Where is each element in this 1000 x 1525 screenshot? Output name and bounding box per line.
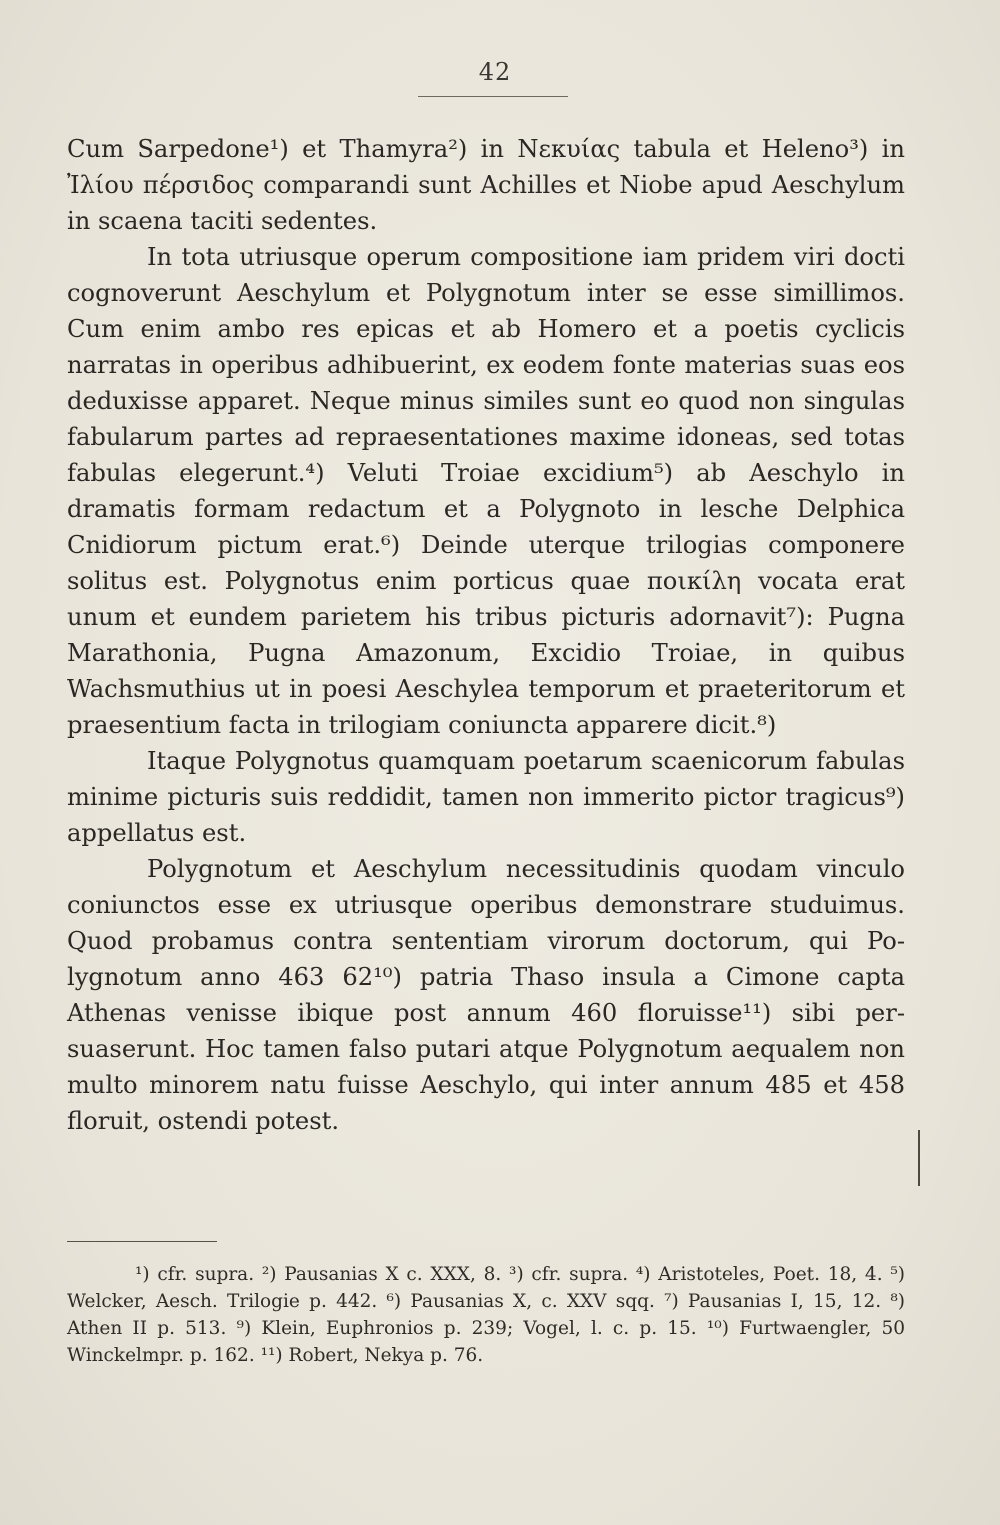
- footnote-rule: [67, 1241, 217, 1242]
- page-number: 42: [478, 58, 512, 86]
- header-rule: [418, 96, 568, 97]
- paragraph-4: Polygnotum et Aeschylum necessitudinis quodam vinculo coniunctos esse ex utriusque operibus demonstrare studuimus. Quod probamus contra sententiam virorum doctorum, qui Polygnotum anno 463 62¹⁰) patria Thaso insula a Cimone capta Athenas venisse ibique post annum 460 floruisse¹¹) sibi persuaserunt. Hoc tamen falso putari atque Polygnotum aequalem non multo minorem natu fuisse Aeschylo, qui inter annum 485 et 458 floruit, ostendi potest.: [67, 855, 905, 1135]
- footnotes-text: ¹) cfr. supra. ²) Pausanias X c. XXX, 8. ³) cfr. supra. ⁴) Aristoteles, Poet. 18, 4. ⁵) Welcker, Aesch. Trilogie p. 442. ⁶) Pausanias X, c. XXV sqq. ⁷) Pausanias I, 15, 12. ⁸) Athen II p. 513. ⁹) Klein, Euphronios p. 239; Vogel, l. c. p. 15. ¹⁰) Furtwaengler, 50 Winckelmpr. p. 162. ¹¹) Robert, Nekya p. 76.: [67, 1264, 905, 1366]
- margin-mark: [918, 1130, 920, 1186]
- paragraph-1: Cum Sarpedone¹) et Thamyra²) in Νεκυίας tabula et Heleno³) in Ἰλίου πέρσιδος comparandi sunt Achilles et Niobe apud Aeschylum in scaena taciti sedentes.: [67, 135, 905, 235]
- main-text: [67, 131, 905, 1139]
- footnotes: [67, 1261, 905, 1369]
- paragraph-3: Itaque Polygnotus quamquam poetarum scaenicorum fabulas minime picturis suis reddidit, tamen non immerito pictor tragicus⁹) appellatus est.: [67, 747, 905, 847]
- paragraph-2: In tota utriusque operum compositione iam pridem viri docti cognoverunt Aeschylum et Polygnotum inter se esse simillimos. Cum enim ambo res epicas et ab Homero et a poetis cyclicis narratas in operibus adhibuerint, ex eodem fonte materias suas eos deduxisse apparet. Neque minus similes sunt eo quod non singulas fabularum partes ad repraesentationes maxime idoneas, sed totas fabulas elegerunt.⁴) Veluti Troiae excidium⁵) ab Aeschylo in dramatis formam redactum et a Polygnoto in lesche Delphica Cnidiorum pictum erat.⁶) Deinde uterque trilogias componere solitus est. Polygnotus enim porticus quae ποικίλη vocata erat unum et eundem parietem his tribus picturis adornavit⁷): Pugna Marathonia, Pugna Amazonum, Excidio Troiae, in quibus Wachsmuthius ut in poesi Aeschylea temporum et praeteritorum et praesentium facta in trilogiam coniuncta apparere dicit.⁸): [67, 243, 905, 739]
